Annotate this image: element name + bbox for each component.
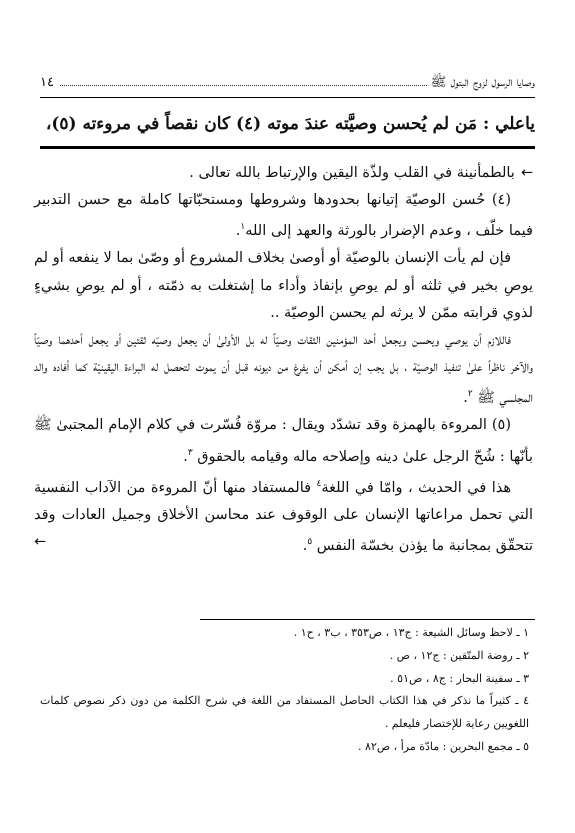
paragraph-5: (٥) المروءة بالهمزة وقد تشدّد ويقال : مروّة فُسّرت في كلام الإمام المجتبىٰ ﷺ بأنّها : شُحّ الرجل علىٰ دينه وإصلاحه ماله وقيامه بالحقوق $^٣$.	[34, 417, 533, 465]
paragraph-6-text-a: هذا في الحديث ، وامّا في اللغة	[321, 479, 512, 496]
footnote-ref-5: ٥	[307, 536, 313, 547]
paragraph-3-text: فإن لم يأت الإنسان بالوصيّة أو أوصىٰ بخلاف المشروع أو وصّىٰ بما لا ينفعه أو لم يوصِ بخير في ثلثه أو لم يوصِ بإنفاذ وأداء ما إشتغلت به ذمّته ، أو لم يوصِ بشيءٍ لذوي قرابته ممّن لا يرثه لم يحسن الوصيّة ..	[34, 250, 533, 321]
footnote-5: ٥ ـ مجمع البحرين : مادّة مرأ ، ص٨٢ .	[358, 739, 529, 753]
leader-dots	[60, 85, 427, 86]
paragraph-4: فاللازم أن يوصي ويحسن ويجعل أحد المؤمنين الثقات وصيّاً له بل الأولىٰ أن يجعل وصيّه ثقتين أو يجعل أحدهما وصيّاً والآخر ناظراً علىٰ تنفيذ الوصيّة ، بل يجب إن أمكن أن يفرغ من ديونه قبل أن يموت لتحصل له البراءة اليقينيّة كما أفاده والد المجلسي ﷺ $^٢$.	[34, 332, 533, 407]
commentary-body	[34, 160, 533, 560]
footnote-3: ٣ ـ سفينة البحار : ج٨ ، ص٥١ .	[390, 671, 529, 685]
footnote-ref-4: ٤	[316, 478, 322, 489]
footnotes	[40, 622, 529, 759]
footnote-ref-3: ٣	[187, 447, 193, 458]
paragraph-5-text: (٥) المروءة بالهمزة وقد تشدّد ويقال : مروّة فُسّرت في كلام الإمام المجتبىٰ ﷺ بأنّها : شُحّ الرجل علىٰ دينه وإصلاحه ماله وقيامه بالحقوق	[34, 417, 533, 465]
header-rule	[40, 97, 535, 98]
paragraph-1-text: بالطمأنينة في القلب ولذّة اليقين والإرتباط بالله تعالى .	[189, 165, 515, 181]
paragraph-1	[34, 160, 533, 187]
paragraph-3	[34, 245, 533, 327]
page-number: ١٤	[40, 75, 54, 90]
footnote-1: ١ ـ لاحظ وسائل الشيعة : ج١٣ ، ص٣٥٣ ، ب٣ ، ح١ .	[293, 626, 529, 639]
paragraph-6: هذا في الحديث ، وامّا في اللغة$^٤$ فالمستفاد منها أنّ المروءة من الآداب النفسية التي تحمل مراعاتها الإنسان على الوقوف عند محاسن الأخلاق وجميل العادات وقد تتحقّق بمجانبة ما يؤذن بخسّة النفس $^٥$. ←	[34, 471, 533, 560]
paragraph-4-text: فاللازم أن يوصي ويحسن ويجعل أحد المؤمنين الثقات وصيّاً له بل الأولىٰ أن يجعل وصيّه ثقتين أو يجعل أحدهما وصيّاً والآخر ناظراً علىٰ تنفيذ الوصيّة ، بل يجب إن أمكن أن يفرغ من ديونه قبل أن يموت لتحصل له البراءة اليقينيّة كما أفاده والد المجلسي ﷺ	[34, 332, 533, 407]
footnote-4: ٤ ـ كثيراً ما نذكر في هذا الكتاب الحاصل المستفاد من اللغة في شرح الكلمة من دون ذكر نصوص كلمات اللغويين رعاية للإختصار فليعلم .	[40, 694, 529, 731]
paragraph-2-text: (٤) حُسن الوصيّة إتيانها بحدودها وشروطها ومستحبّاتها كاملة مع حسن التدبير فيما خلّف ، وعدم الإضرار بالورثة والعهد إلى الله	[34, 192, 533, 240]
footnote-2: ٢ ـ روضة المتّقين : ج١٢ ، ص .	[389, 648, 529, 662]
paragraph-6-text-b: فالمستفاد منها أنّ المروءة من الآداب النفسية التي تحمل مراعاتها الإنسان على الوقوف عند محاسن الأخلاق وجميل العادات وقد تتحقّق بمجانبة ما يؤذن بخسّة النفس	[34, 479, 533, 554]
footnote-rule	[200, 619, 535, 620]
footnote-ref-2: ٢	[467, 389, 473, 400]
hadith-heading: ياعلي : مَن لم يُحسن وصيَّته عندَ موته (٤) كان نقصاً في مروءته (٥)،	[45, 114, 535, 134]
continuation-arrow-end-icon: ←	[34, 533, 47, 550]
footnote-ref-1: ١	[240, 222, 246, 233]
running-header-title: وصايا الرسول لزوج البتول ﷺ	[430, 75, 535, 90]
paragraph-2: (٤) حُسن الوصيّة إتيانها بحدودها وشروطها ومستحبّاتها كاملة مع حسن التدبير فيما خلّف ، وعدم الإضرار بالورثة والعهد إلى الله$^١$.	[34, 192, 533, 240]
heading-rule	[40, 146, 535, 149]
continuation-arrow-icon: ←	[520, 165, 533, 181]
running-header	[40, 74, 535, 96]
